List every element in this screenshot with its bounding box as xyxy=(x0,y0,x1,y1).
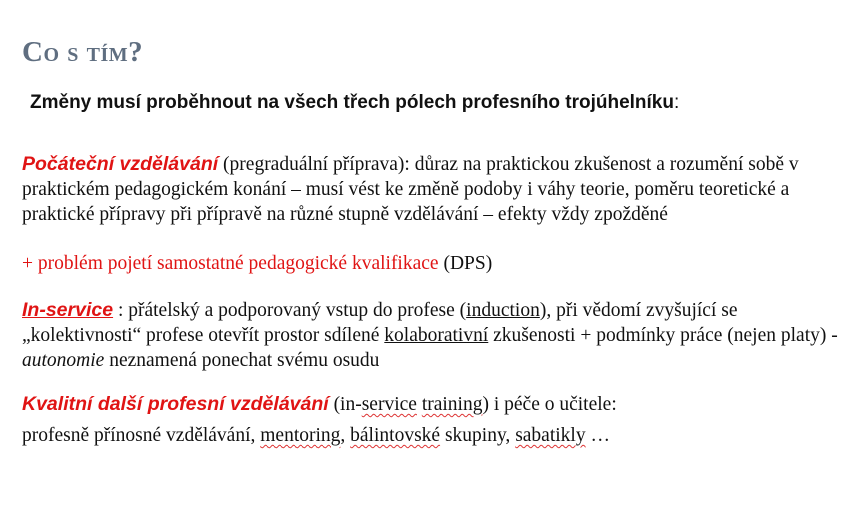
further-education-line2-a: profesně přínosné vzdělávání, xyxy=(22,425,261,446)
in-service-text-c: zkušenosti + podmínky práce (nejen platy) - xyxy=(488,325,838,346)
paragraph-initial-education xyxy=(22,152,852,227)
further-education-line2-c: skupiny, xyxy=(440,425,516,446)
qualification-note-abbr: (DPS) xyxy=(443,253,493,274)
in-service-text-a: : přátelský a podporovaný vstup do profese ( xyxy=(113,300,467,321)
service-word: service xyxy=(361,394,417,415)
sabatikly-word: sabatikly xyxy=(515,425,586,446)
slide-title: Co s tím? xyxy=(22,36,144,68)
paragraph-in-service xyxy=(22,298,852,373)
paragraph-further-education xyxy=(22,389,852,451)
paragraph-qualification-note xyxy=(22,251,852,276)
autonomie-word: autonomie xyxy=(22,350,105,371)
induction-word: induction xyxy=(466,300,540,321)
in-service-text-d: neznamená ponechat svému osudu xyxy=(104,350,380,371)
further-education-line2-d: … xyxy=(585,425,610,446)
in-service-text-b: ), při vědomí zvyšující se „kolektivnosti“ profese otevřít prostor sdílené xyxy=(22,300,738,346)
further-education-text-a: (in- xyxy=(328,394,362,415)
term-in-service: In-service xyxy=(22,299,114,321)
slide-subtitle xyxy=(30,92,679,114)
initial-education-text: (pregraduální příprava): důraz na praktickou zkušenost a rozumění sobě v praktickém pedagogickém konání – musí vést ke změně podoby i váhy teorie, poměru teoretické a praktické přípravy při přípravě na různé stupně vzdělávání – efekty vždy zpožděné xyxy=(22,154,799,225)
qualification-note-text: + problém pojetí samostatné pedagogické kvalifikace xyxy=(22,253,444,274)
balintovske-word: bálintovské xyxy=(350,425,441,446)
mentoring-word: mentoring xyxy=(260,425,341,446)
further-education-text-b: ) i péče o učitele: xyxy=(482,394,617,415)
subtitle-text: Změny musí proběhnout na všech třech pólech profesního trojúhelníku xyxy=(30,92,674,113)
kolaborativni-word: kolaborativní xyxy=(384,325,489,346)
further-education-line2-b: , xyxy=(340,425,351,446)
training-word: training xyxy=(421,394,483,415)
subtitle-colon: : xyxy=(673,92,680,113)
term-initial-education: Počáteční vzdělávání xyxy=(22,153,219,175)
term-further-education: Kvalitní další profesní vzdělávání xyxy=(22,393,329,415)
